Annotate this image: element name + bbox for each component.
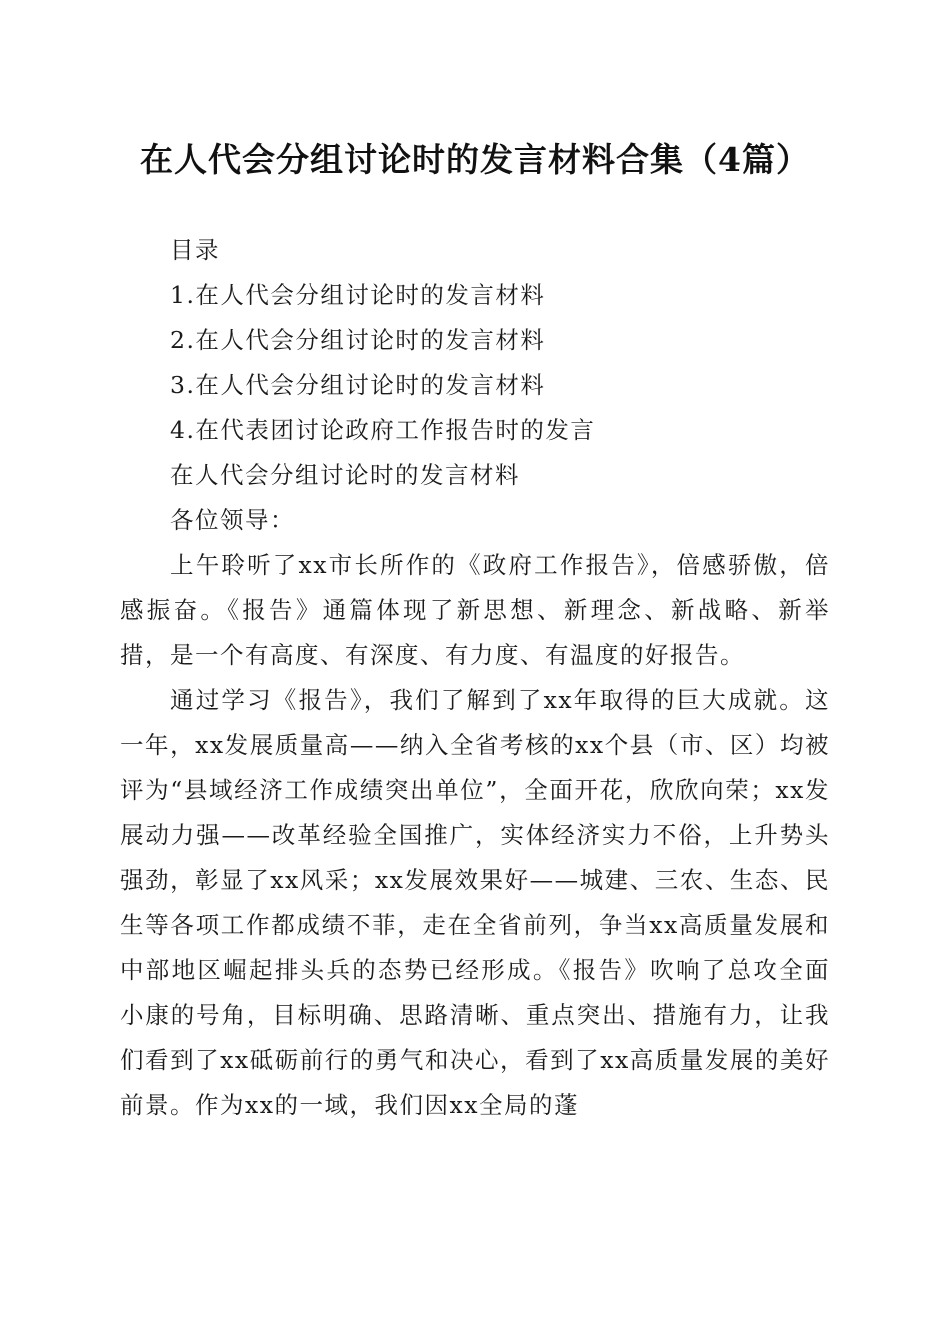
- toc-heading: 目录: [170, 236, 220, 264]
- toc-item: 2.在人代会分组讨论时的发言材料: [170, 326, 546, 354]
- document-body: [120, 228, 830, 1128]
- paragraph: 通过学习《报告》，我们了解到了xx年取得的巨大成就。这一年，xx发展质量高——纳入全省考核的xx个县（市、区）均被评为“县域经济工作成绩突出单位”，全面开花，欣欣向荣；xx发展动力强——改革经验全国推广，实体经济实力不俗，上升势头强劲，彰显了xx风采；xx发展效果好——城建、三农、生态、民生等各项工作都成绩不菲，走在全省前列，争当xx高质量发展和中部地区崛起排头兵的态势已经形成。《报告》吹响了总攻全面小康的号角，目标明确、思路清晰、重点突出、措施有力，让我们看到了xx砥砺前行的勇气和决心，看到了xx高质量发展的美好前景。作为xx的一域，我们因xx全局的蓬: [120, 686, 830, 1119]
- section-title: 在人代会分组讨论时的发言材料: [170, 461, 520, 489]
- document-title: 在人代会分组讨论时的发言材料合集（4篇）: [140, 140, 810, 179]
- salutation: 各位领导：: [170, 506, 295, 534]
- paragraph: 上午聆听了xx市长所作的《政府工作报告》，倍感骄傲，倍感振奋。《报告》通篇体现了新思想、新理念、新战略、新举措，是一个有高度、有深度、有力度、有温度的好报告。: [120, 551, 830, 669]
- toc-item: 3.在人代会分组讨论时的发言材料: [170, 371, 546, 399]
- toc-item: 1.在人代会分组讨论时的发言材料: [170, 281, 546, 309]
- toc-item: 4.在代表团讨论政府工作报告时的发言: [170, 416, 596, 444]
